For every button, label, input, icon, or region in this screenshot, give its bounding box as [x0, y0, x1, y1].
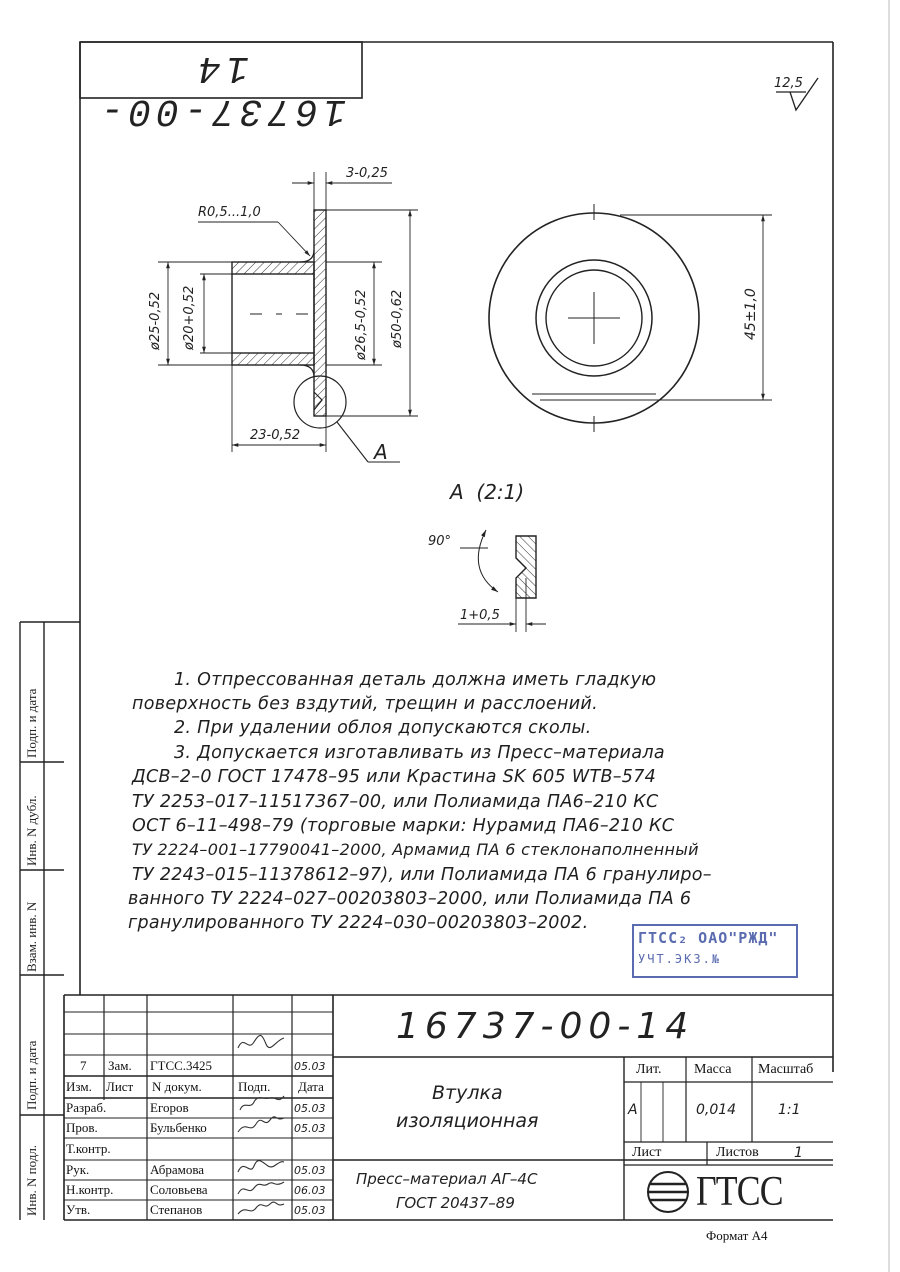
lit-value: А: [628, 1102, 638, 1118]
note-line: ТУ 2253–017–11517367–00, или Полиамида ПА6–210 КС: [132, 792, 659, 812]
note-line: поверхность без вздутий, трещин и расслоений.: [132, 694, 598, 714]
detail-ref-label: A: [374, 440, 388, 464]
side-label: Подп. и дата: [24, 1040, 39, 1110]
registration-stamp: [632, 924, 798, 978]
roughness-value: 12,5: [774, 76, 803, 91]
role-label: Рук.: [66, 1162, 90, 1177]
note-line: ТУ 2224–001–17790041–2000, Армамид ПА 6 стеклонаполненный: [132, 840, 699, 859]
note-line: ванного ТУ 2224–027–00203803–2000, или Полиамида ПА 6: [128, 889, 692, 909]
role-name: Абрамова: [150, 1162, 205, 1177]
role-label: Т.контр.: [66, 1141, 111, 1156]
role-date: 05.03: [294, 1102, 326, 1115]
role-label: Утв.: [66, 1202, 91, 1217]
material-line-2: ГОСТ 20437–89: [396, 1194, 515, 1212]
part-name-line-2: изоляционная: [396, 1110, 539, 1132]
change-zam: Зам.: [108, 1058, 132, 1073]
plan-view: [489, 204, 772, 432]
header-izm: Изм.: [66, 1079, 92, 1094]
note-line: ТУ 2243–015–11378612–97), или Полиамида ПА 6 гранулиро–: [132, 865, 712, 885]
note-line: 2. При удалении облоя допускаются сколы.: [174, 718, 592, 738]
title-doc-number: 16737-00-14: [396, 1006, 695, 1047]
role-name: Бульбенко: [150, 1120, 207, 1135]
side-label: Инв. N дубл.: [24, 795, 39, 866]
role-date: 05.03: [294, 1164, 326, 1177]
role-name: Егоров: [150, 1100, 189, 1115]
dim-mid-d: ø26,5-0,52: [354, 289, 369, 360]
side-label: Взам. инв. N: [24, 901, 39, 972]
dim-length: 23-0,52: [250, 428, 301, 443]
part-name-line-1: Втулка: [432, 1082, 503, 1104]
header-list: Лист: [106, 1079, 134, 1094]
role-date: 05.03: [294, 1204, 326, 1217]
lit-header: Лит.: [636, 1062, 662, 1077]
change-date: 05.03: [294, 1060, 326, 1073]
change-num: 7: [80, 1058, 87, 1073]
header-sign: Подп.: [238, 1079, 271, 1094]
note-line: гранулированного ТУ 2224–030–00203803–2002.: [128, 913, 589, 933]
dim-bolt: 45±1,0: [743, 288, 759, 340]
dim-flange-d: ø50-0,62: [390, 289, 405, 348]
role-label: Разраб.: [66, 1100, 107, 1115]
side-label: Подп. и дата: [24, 688, 39, 758]
header-doc: N докум.: [152, 1079, 202, 1094]
format-label: Формат А4: [706, 1228, 768, 1243]
side-label: Инв. N подл.: [24, 1144, 39, 1216]
note-line: 3. Допускается изготавливать из Пресс–материала: [174, 743, 665, 763]
change-doc: ГТСС.3425: [150, 1058, 213, 1073]
material-line-1: Пресс–материал АГ–4С: [356, 1170, 538, 1188]
sheet-label: Лист: [632, 1145, 662, 1160]
stamp-line-1: ГТСС₂ ОАО"РЖД": [638, 929, 779, 947]
note-line: 1. Отпрессованная деталь должна иметь гладкую: [174, 670, 657, 690]
note-line: ОСТ 6–11–498–79 (торговые марки: Нурамид ПА6–210 КС: [132, 816, 675, 836]
org-logo-text: ГТСС: [696, 1169, 783, 1215]
note-line: ДСВ–2–0 ГОСТ 17478–95 или Крастина SK 605 WTB–574: [132, 767, 657, 787]
section-view: [158, 172, 418, 462]
mass-header: Масса: [694, 1062, 732, 1077]
role-date: 05.03: [294, 1122, 326, 1135]
mass-value: 0,014: [696, 1102, 737, 1118]
dim-radius: R0,5...1,0: [198, 205, 261, 220]
dim-thickness: 3-0,25: [346, 166, 388, 181]
scale-value: 1:1: [778, 1102, 801, 1118]
role-label: Н.контр.: [66, 1182, 114, 1197]
dim-inner-d: ø20+0,52: [182, 285, 197, 350]
sheets-label: Листов: [716, 1145, 759, 1160]
header-date: Дата: [298, 1079, 324, 1094]
gtss-logo-mark: [648, 1172, 688, 1212]
role-name: Соловьева: [150, 1182, 208, 1197]
sheets-value: 1: [794, 1145, 803, 1161]
role-date: 06.03: [294, 1184, 326, 1197]
role-name: Степанов: [150, 1202, 203, 1217]
detail-title: A (2:1): [450, 480, 525, 504]
dim-outer-d: ø25-0,52: [148, 291, 163, 350]
stamp-line-2: УЧТ.ЭКЗ.№: [638, 952, 722, 966]
detail-chamfer: 1+0,5: [460, 608, 500, 623]
rotated-doc-number: 16737-00-14: [95, 46, 347, 132]
role-label: Пров.: [66, 1120, 98, 1135]
detail-angle: 90°: [428, 534, 452, 549]
scale-header: Масштаб: [758, 1062, 814, 1077]
signatures: [238, 1035, 284, 1214]
